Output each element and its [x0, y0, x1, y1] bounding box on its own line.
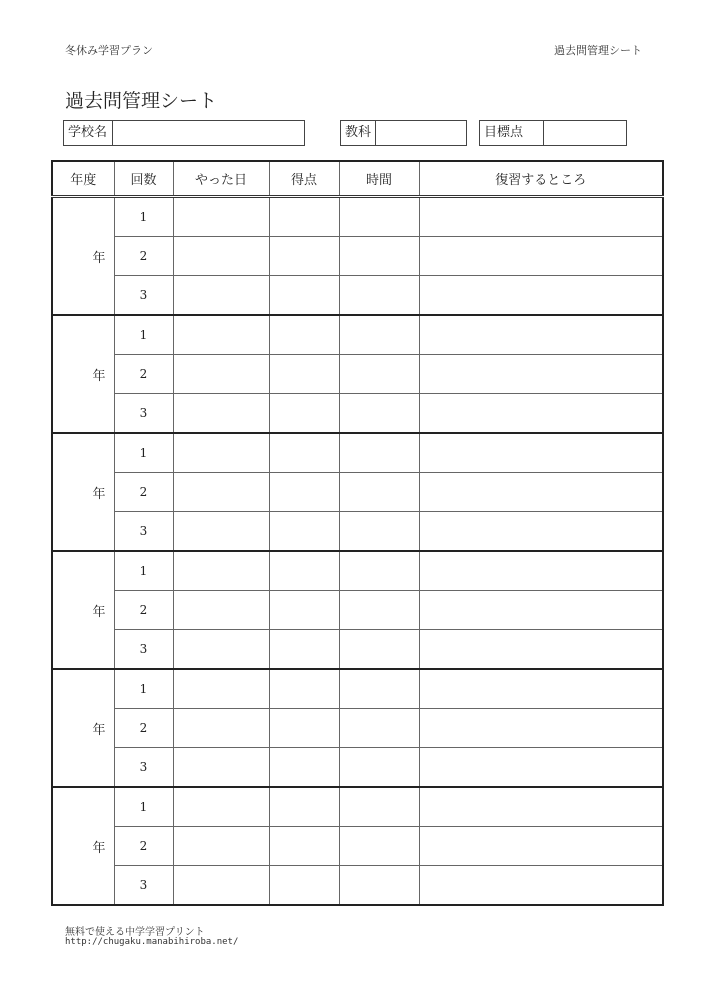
table-row — [52, 827, 663, 866]
date-done-cell[interactable] — [173, 591, 269, 630]
header-plan-label: 冬休み学習プラン — [65, 44, 153, 57]
round-number-cell: 1 — [114, 197, 173, 237]
score-cell[interactable] — [269, 237, 339, 276]
date-done-cell[interactable] — [173, 669, 269, 709]
score-cell[interactable] — [269, 748, 339, 788]
year-group — [52, 669, 663, 787]
date-done-cell[interactable] — [173, 512, 269, 552]
time-cell[interactable] — [339, 551, 419, 591]
table-row — [52, 748, 663, 788]
date-done-cell[interactable] — [173, 197, 269, 237]
year-cell[interactable]: 年 — [52, 551, 114, 669]
header-score: 得点 — [269, 161, 339, 197]
review-points-cell[interactable] — [419, 197, 663, 237]
header-sheet-label: 過去問管理シート — [554, 44, 642, 57]
date-done-cell[interactable] — [173, 709, 269, 748]
table-row — [52, 787, 663, 827]
table-row — [52, 512, 663, 552]
school-name-field[interactable] — [63, 120, 305, 146]
table-row — [52, 630, 663, 670]
year-cell[interactable]: 年 — [52, 787, 114, 905]
time-cell[interactable] — [339, 512, 419, 552]
review-points-cell[interactable] — [419, 433, 663, 473]
school-name-label: 学校名 — [64, 121, 113, 145]
review-points-cell[interactable] — [419, 630, 663, 670]
school-name-input[interactable] — [113, 121, 304, 145]
header-date-done: やった日 — [173, 161, 269, 197]
review-points-cell[interactable] — [419, 866, 663, 906]
time-cell[interactable] — [339, 237, 419, 276]
header-time: 時間 — [339, 161, 419, 197]
time-cell[interactable] — [339, 669, 419, 709]
score-cell[interactable] — [269, 709, 339, 748]
score-cell[interactable] — [269, 315, 339, 355]
footer-url: http://chugaku.manabihiroba.net/ — [65, 937, 239, 947]
table-row — [52, 591, 663, 630]
date-done-cell[interactable] — [173, 355, 269, 394]
date-done-cell[interactable] — [173, 237, 269, 276]
year-group — [52, 315, 663, 433]
time-cell[interactable] — [339, 473, 419, 512]
table-row — [52, 433, 663, 473]
round-number-cell: 1 — [114, 315, 173, 355]
table-row — [52, 551, 663, 591]
round-number-cell: 3 — [114, 512, 173, 552]
time-cell[interactable] — [339, 591, 419, 630]
score-cell[interactable] — [269, 433, 339, 473]
table-row — [52, 473, 663, 512]
review-points-cell[interactable] — [419, 551, 663, 591]
year-group — [52, 551, 663, 669]
time-cell[interactable] — [339, 197, 419, 237]
time-cell[interactable] — [339, 433, 419, 473]
year-cell[interactable]: 年 — [52, 315, 114, 433]
review-points-cell[interactable] — [419, 237, 663, 276]
footer-site-name: 無料で使える中学学習プリント — [65, 927, 205, 938]
score-cell[interactable] — [269, 276, 339, 316]
year-group — [52, 197, 663, 316]
round-number-cell: 1 — [114, 433, 173, 473]
time-cell[interactable] — [339, 827, 419, 866]
round-number-cell: 1 — [114, 787, 173, 827]
score-cell[interactable] — [269, 787, 339, 827]
year-group — [52, 787, 663, 905]
round-number-cell: 3 — [114, 866, 173, 906]
round-number-cell: 2 — [114, 709, 173, 748]
date-done-cell[interactable] — [173, 394, 269, 434]
date-done-cell[interactable] — [173, 630, 269, 670]
date-done-cell[interactable] — [173, 473, 269, 512]
target-score-field[interactable] — [479, 120, 627, 146]
review-points-cell[interactable] — [419, 669, 663, 709]
round-number-cell: 3 — [114, 748, 173, 788]
round-number-cell: 2 — [114, 473, 173, 512]
time-cell[interactable] — [339, 394, 419, 434]
date-done-cell[interactable] — [173, 866, 269, 906]
table-header-row — [52, 161, 663, 197]
score-cell[interactable] — [269, 827, 339, 866]
score-cell[interactable] — [269, 355, 339, 394]
score-cell[interactable] — [269, 630, 339, 670]
subject-input[interactable] — [376, 121, 466, 145]
date-done-cell[interactable] — [173, 787, 269, 827]
year-cell[interactable]: 年 — [52, 197, 114, 316]
review-points-cell[interactable] — [419, 827, 663, 866]
round-number-cell: 2 — [114, 591, 173, 630]
date-done-cell[interactable] — [173, 827, 269, 866]
date-done-cell[interactable] — [173, 315, 269, 355]
round-number-cell: 2 — [114, 237, 173, 276]
review-points-cell[interactable] — [419, 276, 663, 316]
date-done-cell[interactable] — [173, 748, 269, 788]
round-number-cell: 1 — [114, 669, 173, 709]
review-points-cell[interactable] — [419, 512, 663, 552]
review-points-cell[interactable] — [419, 748, 663, 788]
score-cell[interactable] — [269, 512, 339, 552]
score-cell[interactable] — [269, 394, 339, 434]
review-points-cell[interactable] — [419, 591, 663, 630]
subject-label: 教科 — [341, 121, 376, 145]
table-row — [52, 866, 663, 906]
subject-field[interactable] — [340, 120, 467, 146]
header-round: 回数 — [114, 161, 173, 197]
score-cell[interactable] — [269, 197, 339, 237]
score-cell[interactable] — [269, 866, 339, 906]
page-title: 過去問管理シート — [65, 90, 218, 112]
time-cell[interactable] — [339, 709, 419, 748]
time-cell[interactable] — [339, 315, 419, 355]
review-points-cell[interactable] — [419, 473, 663, 512]
time-cell[interactable] — [339, 787, 419, 827]
review-points-cell[interactable] — [419, 355, 663, 394]
table-row — [52, 355, 663, 394]
table-row — [52, 315, 663, 355]
review-points-cell[interactable] — [419, 709, 663, 748]
round-number-cell: 2 — [114, 355, 173, 394]
score-cell[interactable] — [269, 473, 339, 512]
time-cell[interactable] — [339, 748, 419, 788]
year-group — [52, 433, 663, 551]
round-number-cell: 3 — [114, 276, 173, 316]
target-score-input[interactable] — [544, 121, 626, 145]
score-cell[interactable] — [269, 669, 339, 709]
review-points-cell[interactable] — [419, 787, 663, 827]
round-number-cell: 2 — [114, 827, 173, 866]
table-row — [52, 669, 663, 709]
time-cell[interactable] — [339, 276, 419, 316]
review-points-cell[interactable] — [419, 315, 663, 355]
table-row — [52, 394, 663, 434]
past-exam-table — [51, 160, 664, 906]
score-cell[interactable] — [269, 591, 339, 630]
date-done-cell[interactable] — [173, 551, 269, 591]
score-cell[interactable] — [269, 551, 339, 591]
time-cell[interactable] — [339, 866, 419, 906]
time-cell[interactable] — [339, 355, 419, 394]
table-row — [52, 197, 663, 237]
target-score-label: 目標点 — [480, 121, 544, 145]
round-number-cell: 3 — [114, 394, 173, 434]
table-row — [52, 709, 663, 748]
time-cell[interactable] — [339, 630, 419, 670]
round-number-cell: 1 — [114, 551, 173, 591]
table-row — [52, 237, 663, 276]
year-cell[interactable]: 年 — [52, 433, 114, 551]
header-year: 年度 — [52, 161, 114, 197]
table-row — [52, 276, 663, 316]
review-points-cell[interactable] — [419, 394, 663, 434]
date-done-cell[interactable] — [173, 276, 269, 316]
header-review-points: 復習するところ — [419, 161, 663, 197]
date-done-cell[interactable] — [173, 433, 269, 473]
year-cell[interactable]: 年 — [52, 669, 114, 787]
round-number-cell: 3 — [114, 630, 173, 670]
